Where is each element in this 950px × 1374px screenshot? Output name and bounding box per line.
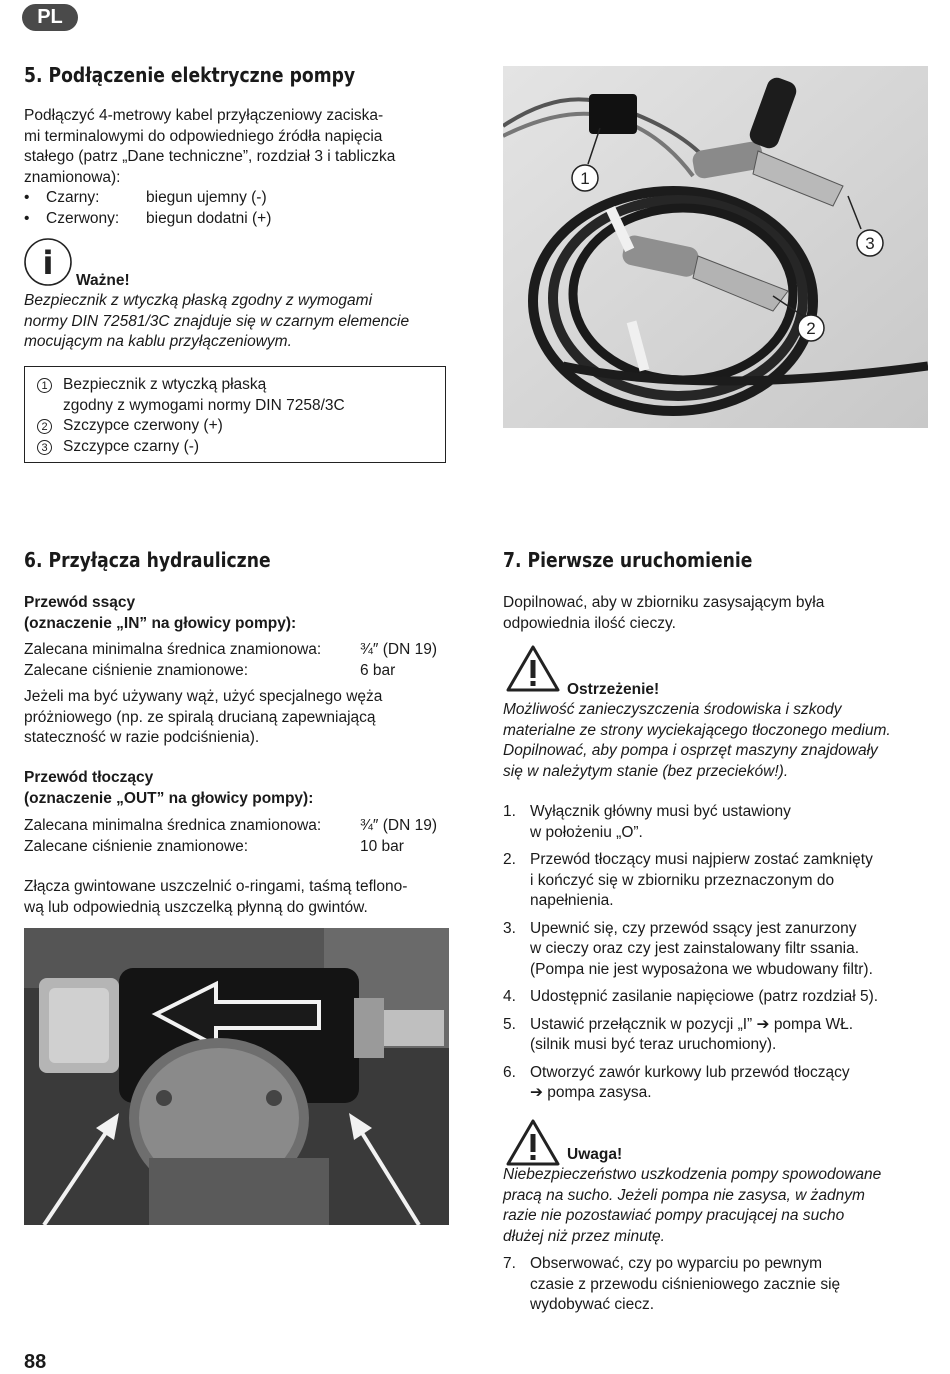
svg-text:2: 2 xyxy=(806,319,816,338)
startup-steps xyxy=(503,802,933,1111)
bullet-key: Czerwony: xyxy=(46,209,120,227)
page-number: 88 xyxy=(24,1351,47,1373)
section-5-intro xyxy=(24,106,464,229)
legend-item: 3 Szczypce czarny (-) xyxy=(37,437,445,458)
callout-number: 1 xyxy=(37,378,52,393)
callout-number: 2 xyxy=(37,419,52,434)
svg-text:i: i xyxy=(42,244,54,282)
bullet-mark: • xyxy=(24,209,30,227)
caution-text: Niebezpieczeństwo uszkodzenia pompy spowodowane pracą na sucho. Jeżeli pompa nie zasysa, w żadnym razie nie pozostawiać pompy pracującej na sucho dłużej niż przez minutę. xyxy=(503,1166,882,1245)
list-item: 5. Ustawić przełącznik w pozycji „I” ➔ pompa WŁ. (silnik musi być teraz uruchomiony). xyxy=(503,1015,854,1053)
list-item: 7. Obserwować, czy po wyparciu po pewnym czasie z przewodu ciśnieniowego zacznie się wydobywać ciecz. xyxy=(503,1255,841,1313)
warning-triangle-icon xyxy=(505,1118,561,1168)
section-7-intro: Dopilnować, aby w zbiorniku zasysającym była odpowiednia ilość cieczy. xyxy=(503,594,825,632)
list-item: 3. Upewnić się, czy przewód ssący jest zanurzony w cieczy oraz czy jest zainstalowany filtr ssania. (Pompa nie jest wyposażona we wbudowany filtr). xyxy=(503,919,873,978)
pump-photo xyxy=(24,928,449,1225)
pressure-specs: Zalecana minimalna średnica znamionowa: ¾″ (DN 19) Zalecane ciśnienie znamionowe: 10 bar xyxy=(24,817,437,855)
bullet-black xyxy=(24,188,464,209)
section-5-title: 5. Podłączenie elektryczne pompy xyxy=(24,63,356,87)
list-item: 4. Udostępnić zasilanie napięciowe (patrz rozdział 5). xyxy=(503,988,879,1005)
language-badge: PL xyxy=(22,4,78,31)
section-7-title: 7. Pierwsze uruchomienie xyxy=(503,548,753,572)
callout-number: 3 xyxy=(37,440,52,455)
bullet-mark: • xyxy=(24,189,30,206)
legend-item: 1 Bezpiecznik z wtyczką płaską zgodny z wymogami normy DIN 7258/3C xyxy=(37,375,445,416)
bullet-red xyxy=(24,209,464,230)
list-item: 1. Wyłącznik główny musi być ustawiony w położeniu „O”. xyxy=(503,803,791,841)
list-item: 6. Otworzyć zawór kurkowy lub przewód tłoczący ➔ pompa zasysa. xyxy=(503,1063,850,1101)
important-text: Bezpiecznik z wtyczką płaską zgodny z wymogami normy DIN 72581/3C znajduje się w czarnym elemencie mocującym na kablu przyłączeniowym. xyxy=(24,292,410,350)
info-icon xyxy=(24,238,72,286)
suction-specs: Zalecana minimalna średnica znamionowa: ¾″ (DN 19) Zalecane ciśnienie znamionowe: 6 bar xyxy=(24,641,437,679)
bullet-key: Czarny: xyxy=(46,189,100,206)
intro-line: znamionowa): xyxy=(24,168,121,186)
suction-title: Przewód ssący (oznaczenie „IN” na głowicy pompy): xyxy=(24,594,297,632)
pressure-title: Przewód tłoczący (oznaczenie „OUT” na głowicy pompy): xyxy=(24,769,314,807)
warning-title: Ostrzeżenie! xyxy=(567,681,660,698)
svg-text:3: 3 xyxy=(865,234,875,253)
bullet-value: biegun ujemny (-) xyxy=(146,189,267,206)
bullet-value: biegun dodatni (+) xyxy=(146,209,272,227)
legend-box xyxy=(24,366,446,463)
intro-line: Podłączyć 4-metrowy kabel przyłączeniowy zaciska- xyxy=(24,107,384,124)
caution-title: Uwaga! xyxy=(567,1146,623,1163)
warning-triangle-icon xyxy=(505,644,561,694)
intro-line: stałego (patrz „Dane techniczne”, rozdział 3 i tabliczka xyxy=(24,148,396,165)
important-title: Ważne! xyxy=(76,272,130,289)
suction-note: Jeżeli ma być używany wąż, użyć specjalnego węża próżniowego (np. ze spiralą drucianą zapewniającą stateczność w razie podciśnienia). xyxy=(24,688,383,746)
legend-item: 2 Szczypce czerwony (+) xyxy=(37,416,445,437)
step-7 xyxy=(503,1254,933,1323)
list-item: 2. Przewód tłoczący musi najpierw zostać zamknięty i kończyć się w zbiorniku przeznaczonym do napełnienia. xyxy=(503,851,873,909)
svg-text:1: 1 xyxy=(580,169,590,188)
warning-text: Możliwość zanieczyszczenia środowiska i szkody materialne ze strony wyciekającego tłoczonego medium. Dopilnować, aby pompa i osprzęt maszyny znajdowały się w należytym stanie (bez przecieków!). xyxy=(503,701,891,780)
seal-note: Złącza gwintowane uszczelnić o-ringami, taśmą teflono- wą lub odpowiednią uszczelką płynną do gwintów. xyxy=(24,878,408,916)
cable-clamps-photo xyxy=(503,66,928,428)
section-6-title: 6. Przyłącza hydrauliczne xyxy=(24,548,271,572)
intro-line: mi terminalowymi do odpowiedniego źródła napięcia xyxy=(24,127,383,145)
